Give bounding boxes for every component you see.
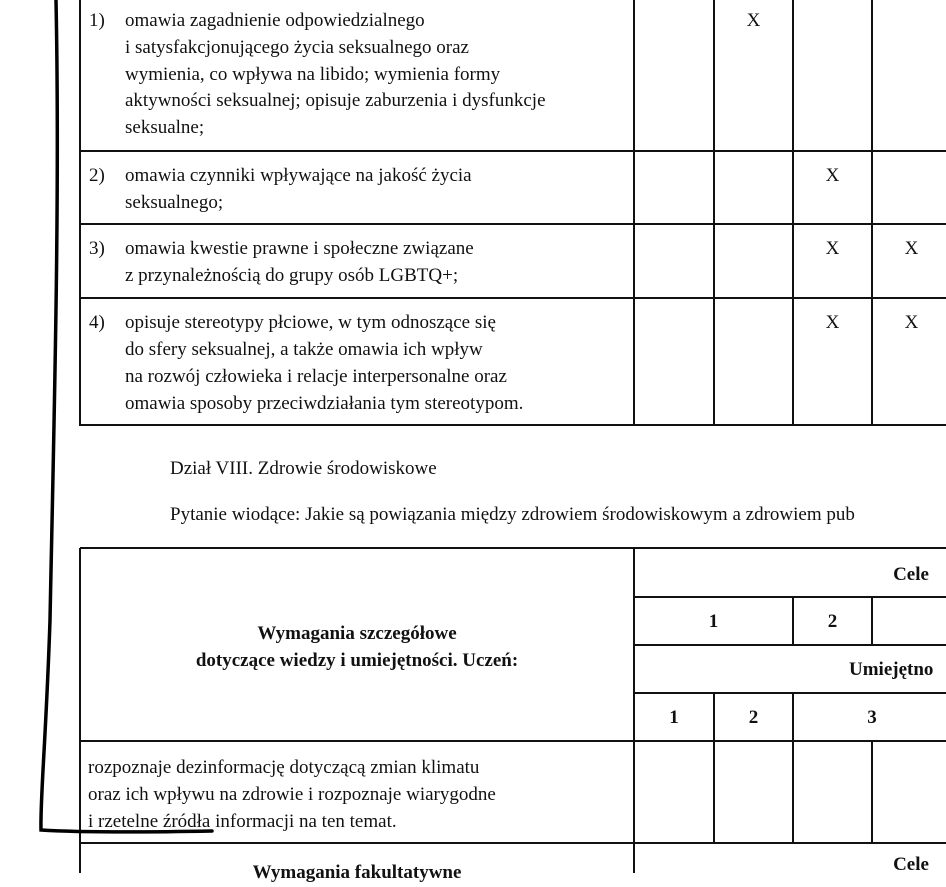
row-text-line: aktywności seksualnej; opisuje zaburzenia i dysfunkcje xyxy=(125,90,546,111)
header-optional-requirements: Wymagania fakultatywne xyxy=(252,862,462,883)
row-text-line: omawia kwestie prawne i społeczne związane xyxy=(125,238,474,259)
mark-cell: X xyxy=(904,312,919,333)
row-number: 4) xyxy=(89,312,105,333)
mark-cell: X xyxy=(904,238,919,259)
row-text-line: seksualne; xyxy=(125,117,205,138)
header-cele: Cele xyxy=(893,564,929,585)
cele-number: 2 xyxy=(827,611,838,632)
row-number: 2) xyxy=(89,165,105,186)
mark-cell: X xyxy=(825,165,840,186)
mark-cell: X xyxy=(825,238,840,259)
row-text-line: omawia czynniki wpływające na jakość życia xyxy=(125,165,472,186)
row-number: 1) xyxy=(89,10,105,31)
umiejetnosci-number: 2 xyxy=(748,707,759,728)
row-text-line: do sfery seksualnej, a także omawia ich wpływ xyxy=(125,339,483,360)
row-number: 3) xyxy=(89,238,105,259)
header-cele: Cele xyxy=(893,854,929,875)
requirement-text-line: oraz ich wpływu na zdrowie i rozpoznaje wiarygodne xyxy=(88,784,496,805)
requirement-text-line: i rzetelne źródła informacji na ten temat. xyxy=(88,811,397,832)
row-text-line: opisuje stereotypy płciowe, w tym odnoszące się xyxy=(125,312,496,333)
umiejetnosci-number: 1 xyxy=(669,707,679,728)
header-requirements-line: dotyczące wiedzy i umiejętności. Uczeń: xyxy=(195,650,519,671)
section-title: Dział VIII. Zdrowie środowiskowe xyxy=(170,458,437,479)
row-text-line: wymienia, co wpływa na libido; wymienia formy xyxy=(125,64,501,85)
row-text-line: seksualnego; xyxy=(125,192,224,213)
row-text-line: omawia sposoby przeciwdziałania tym stereotypom. xyxy=(125,393,524,414)
header-requirements-line: Wymagania szczegółowe xyxy=(257,623,457,644)
row-text-line: z przynależnością do grupy osób LGBTQ+; xyxy=(125,265,459,286)
leading-question: Pytanie wiodące: Jakie są powiązania między zdrowiem środowiskowym a zdrowiem pub xyxy=(170,504,855,525)
header-umiejetnosci: Umiejętno xyxy=(849,659,934,680)
row-text-line: omawia zagadnienie odpowiedzialnego xyxy=(125,10,425,31)
requirement-text-line: rozpoznaje dezinformację dotyczącą zmian klimatu xyxy=(88,757,480,778)
row-text-line: i satysfakcjonującego życia seksualnego oraz xyxy=(125,37,469,58)
cele-number: 1 xyxy=(708,611,719,632)
umiejetnosci-number: 3 xyxy=(867,707,877,728)
mark-cell: X xyxy=(825,312,840,333)
row-text-line: na rozwój człowieka i relacje interpersonalne oraz xyxy=(125,366,507,387)
mark-cell: X xyxy=(746,10,761,31)
